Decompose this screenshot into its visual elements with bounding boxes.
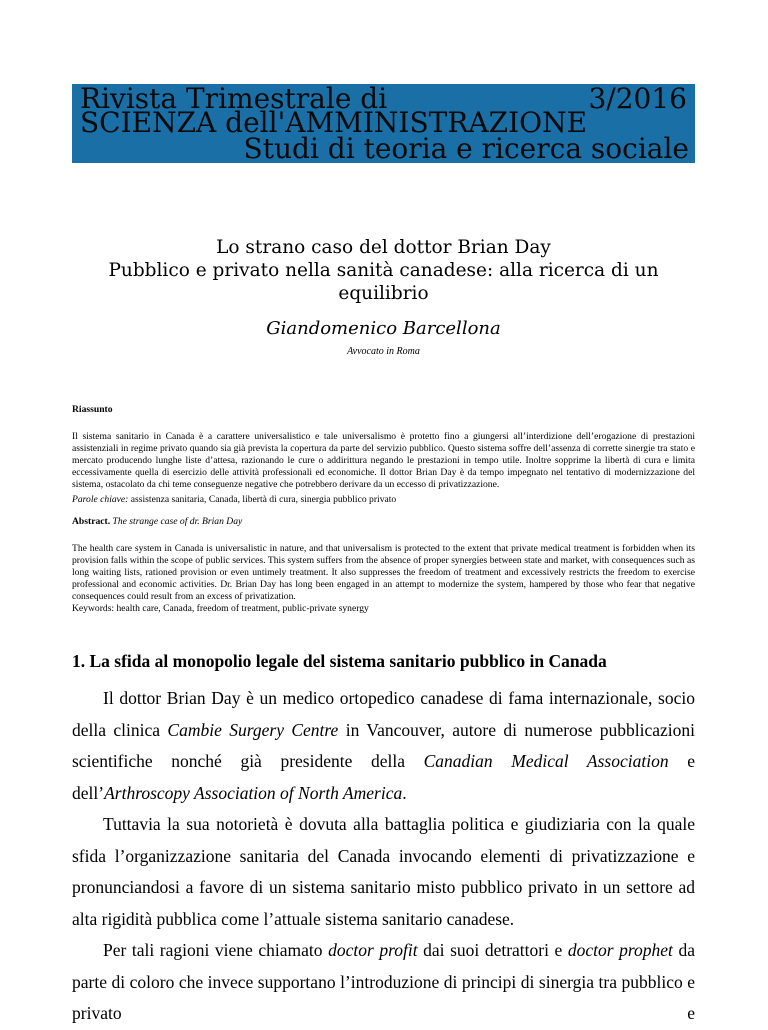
p1-text-c: in Vancouver, autore di numerose pubblicazioni scientifiche nonché già presidente della xyxy=(72,719,696,771)
article-title xyxy=(72,236,695,305)
journal-banner xyxy=(72,84,695,163)
parole-chiave-label: Parole chiave: xyxy=(72,494,129,505)
paragraph-2: Tuttavia la sua notorietà è dovuta alla battaglia politica e giudiziaria con la quale sfida l’organizzazione sanitaria del Canada invocando elementi di privatizzazione e pronunciandosi a favore di un sistema sanitario misto pubblico privato in un settore ad alta rigidità pubblica come l’attuale sistema sanitario canadese. xyxy=(72,814,695,929)
p1-aana-name: Arthroscopy Association of North America xyxy=(104,782,403,803)
p1-text-a: Il dottor Brian Day è un medico ortopedico canadese di fama internazionale, socio della clinica xyxy=(72,688,695,740)
p1-clinic-name: Cambie Surgery Centre xyxy=(167,719,339,740)
abstract-keywords: Keywords: health care, Canada, freedom of treatment, public-private synergy xyxy=(72,603,369,614)
p1-cma-name: Canadian Medical Association xyxy=(423,751,669,771)
section-heading: 1. La sfida al monopolio legale del sistema sanitario pubblico in Canada xyxy=(72,651,607,671)
p1-text-e: e dell’ xyxy=(72,751,695,803)
paragraph-3 xyxy=(72,935,695,1030)
abstract-title: The strange case of dr. Brian Day xyxy=(110,516,243,527)
parole-chiave-values: assistenza sanitaria, Canada, libertà di cura, sinergia pubblico privato xyxy=(128,494,397,505)
abstract-text: The health care system in Canada is universalistic in nature, and that universalism is protected to the extent that private medical treatment is forbidden when its provision falls within the scope of public services. This system suffers from the absence of proper synergies between state and market, with consequences such as long waiting lists, rationed provision or even untimely treatment. It also suppresses the freedom of treatment and excessively restricts the freedom to exercise professional and economic activities. Dr. Brian Day has long been engaged in an attempt to modernize the system, hampered by those who fear that negative consequences could result from an excess of privatization. xyxy=(72,543,695,602)
journal-title-line1: Rivista Trimestrale di xyxy=(80,82,388,115)
parole-chiave xyxy=(72,494,695,506)
abstract-label: Abstract. xyxy=(72,516,111,527)
abstract-heading xyxy=(72,516,695,528)
author-name: Giandomenico Barcellona xyxy=(266,318,501,339)
article-title-line3: equilibrio xyxy=(338,283,429,304)
p3-doctor-profit: doctor profit xyxy=(328,940,418,960)
p3-text-c: dai suoi detrattori e xyxy=(417,940,568,960)
article-title-line2: Pubblico e privato nella sanità canadese: alla ricerca di un xyxy=(108,260,659,281)
p1-text-g: . xyxy=(402,782,407,803)
journal-subtitle: Studi di teoria e ricerca sociale xyxy=(243,132,689,165)
p3-doctor-prophet: doctor prophet xyxy=(567,940,673,960)
issue-number: 3/2016 xyxy=(588,82,687,115)
journal-title-line2: SCIENZA dell'AMMINISTRAZIONE xyxy=(80,106,588,139)
riassunto-text: Il sistema sanitario in Canada è a carattere universalistico e tale universalismo è protetto fino a giungersi all’interdizione dell’erogazione di prestazioni assistenziali in regime privato quando sia già prevista la copertura da parte del servizio pubblico. Questo sistema soffre dell’assenza di corrette sinergie tra stato e mercato producendo lunghe liste d’attesa, razionando le cure o addirittura negando le prestazioni in tempo utile. Inoltre sopprime la libertà di cura e limita eccessivamente quella di esercizio delle attività professionali ed economiche. Il dottor Brian Day è da tempo impegnato nel tentativo di modernizzazione del sistema, ostacolato da chi teme conseguenze negative che potrebbero derivare da un eccesso di privatizzazione. xyxy=(72,431,695,490)
p3-text-a: Per tali ragioni viene chiamato xyxy=(103,940,329,960)
author-affiliation: Avvocato in Roma xyxy=(347,346,420,357)
riassunto-heading: Riassunto xyxy=(72,404,113,415)
p3-text-e: da parte di coloro che invece supportano l’introduzione di principi di sinergia tra pubblico e privato e xyxy=(72,940,695,1023)
paragraph-1 xyxy=(72,683,695,809)
article-title-line1: Lo strano caso del dottor Brian Day xyxy=(216,237,551,258)
